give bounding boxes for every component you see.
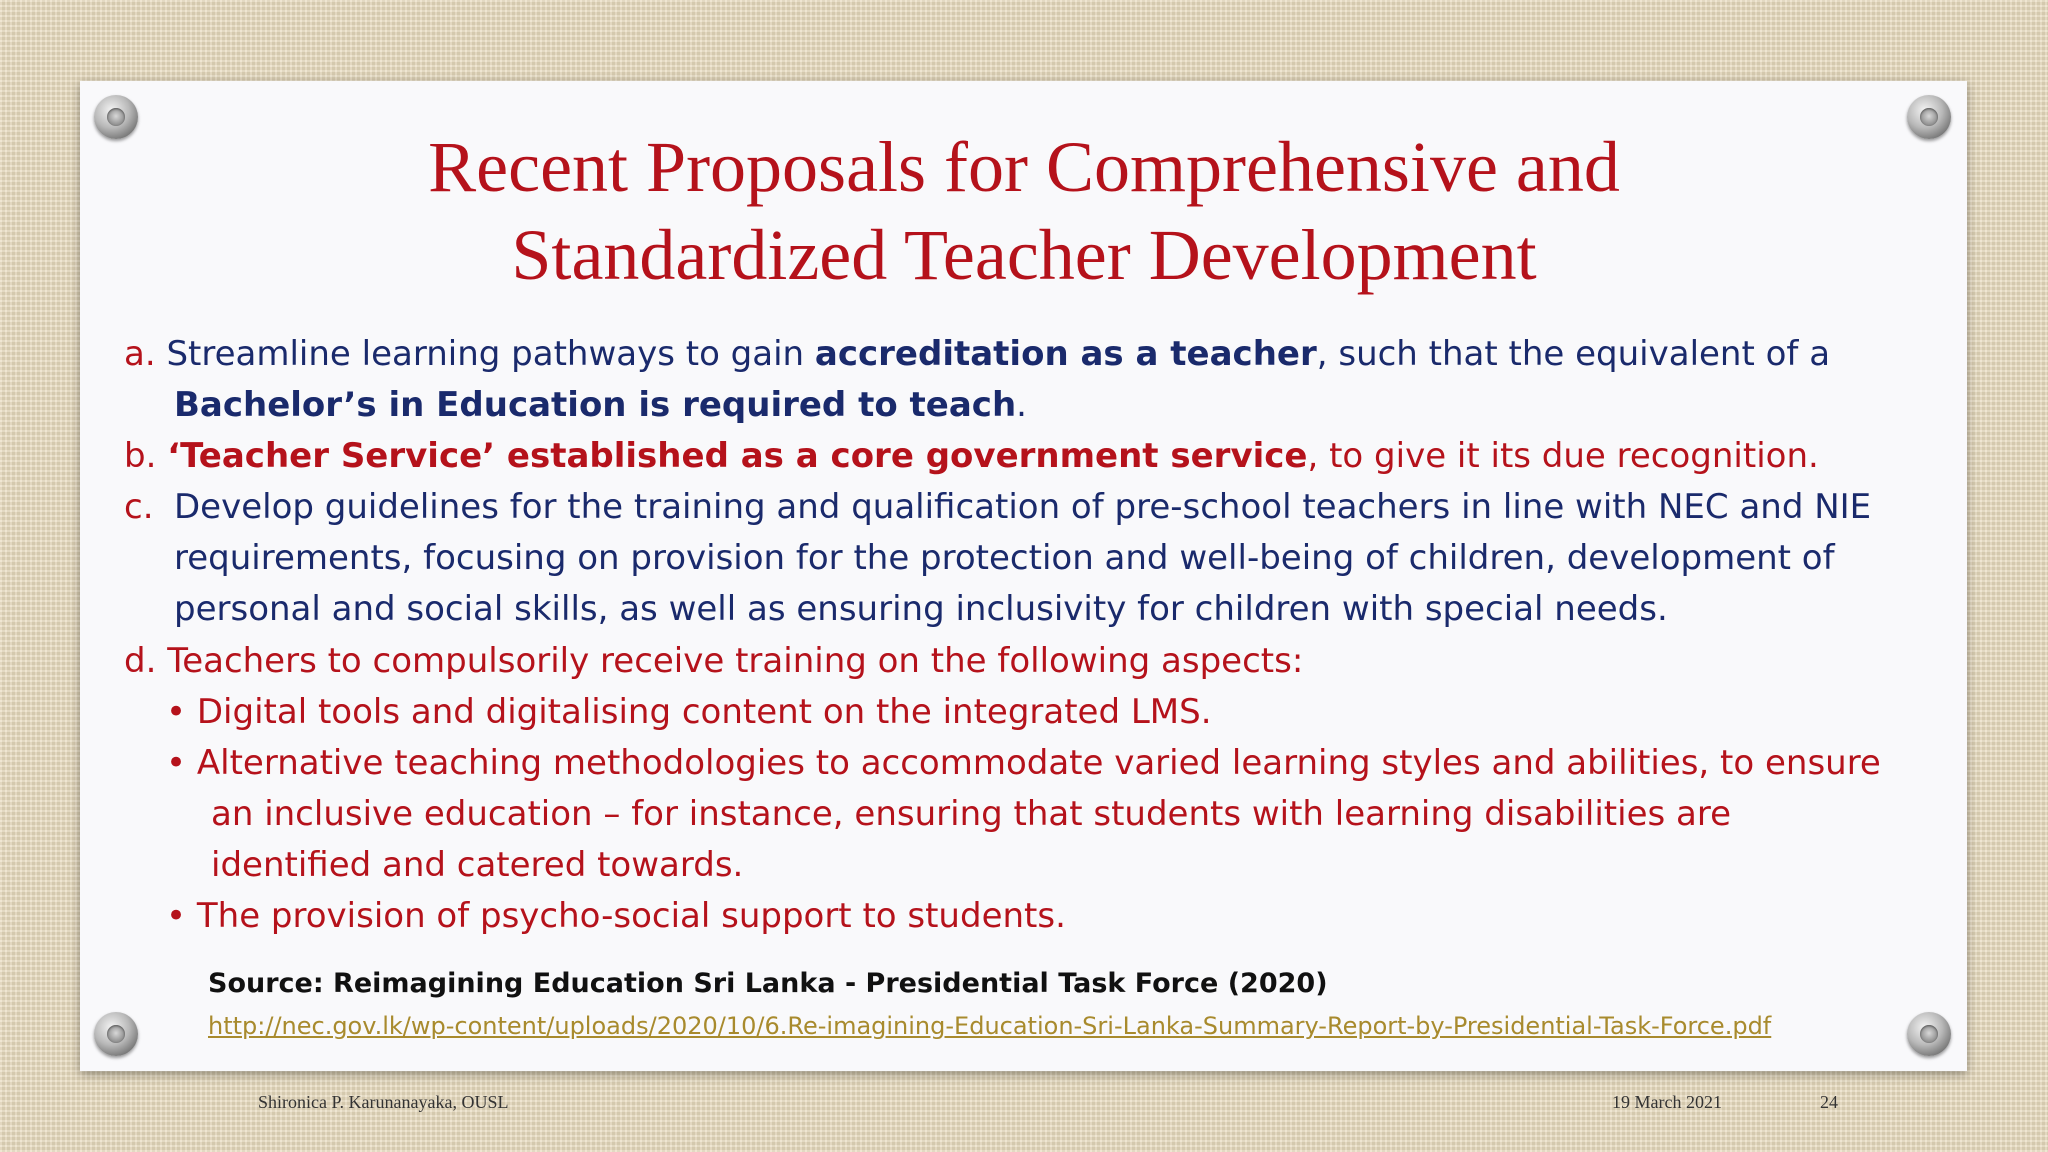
item-b-line [124,435,1819,477]
bullet-1-text: Digital tools and digitalising content on the integrated LMS. [196,692,1212,732]
slide-title-line2: Standardized Teacher Development [511,215,1537,295]
item-a-text: Streamline learning pathways to gain [155,334,815,374]
bullet-2-text-line2: an inclusive education – for instance, ensuring that students with learning disabilities are [211,794,1732,834]
bullet-2-text-line3: identified and catered towards. [211,845,744,885]
item-a-line2 [174,384,1027,426]
screw-icon [1907,1012,1951,1056]
item-d-marker: d. [124,641,157,681]
item-c-text-line3: personal and social skills, as well as ensuring inclusivity for children with special needs. [174,589,1668,629]
item-b-marker: b. [124,436,157,476]
bullet-dot-icon: • [166,743,187,783]
item-c-text-line1: Develop guidelines for the training and qualification of pre-school teachers in line with NEC and NIE [174,487,1872,527]
bullet-2 [166,742,1881,784]
source-label: Source: Reimagining Education Sri Lanka - Presidential Task Force (2020) [208,968,1328,999]
item-a-text-cont: , such that the equivalent of a [1316,334,1831,374]
item-b-bold: ‘Teacher Service’ established as a core government service [167,436,1308,476]
bullet-dot-icon: • [166,692,187,732]
item-a-bold: accreditation as a teacher [814,334,1317,374]
bullet-2-text-line1: Alternative teaching methodologies to accommodate varied learning styles and abilities, to ensure [196,743,1881,783]
screw-icon [94,1012,138,1056]
item-c-line1 [124,486,154,528]
item-b-rest: , to give it its due recognition. [1307,436,1819,476]
item-a-marker: a. [124,334,156,374]
item-c-marker: c. [124,487,154,527]
item-c-text-line2: requirements, focusing on provision for the protection and well-being of children, development of [174,538,1835,578]
footer-page-number: 24 [1820,1092,1838,1112]
item-a-line1 [124,333,1830,375]
item-d-text: Teachers to compulsorily receive training on the following aspects: [156,641,1304,681]
item-d-line [124,640,1303,682]
source-link[interactable]: http://nec.gov.lk/wp-content/uploads/2020/10/6.Re-imagining-Education-Sri-Lanka-Summary-Report-by-Presidential-Task-Force.pdf [208,1012,1772,1040]
bullet-dot-icon: • [166,896,187,936]
bullet-1 [166,691,1212,733]
item-a-end: . [1016,385,1027,425]
bullet-3 [166,895,1066,937]
slide-title-line1: Recent Proposals for Comprehensive and [428,127,1620,207]
footer-author: Shironica P. Karunanayaka, OUSL [258,1092,509,1112]
footer-date: 19 March 2021 [1612,1092,1722,1112]
bullet-3-text: The provision of psycho-social support to students. [196,896,1066,936]
item-a-bold2: Bachelor’s in Education is required to teach [174,385,1017,425]
